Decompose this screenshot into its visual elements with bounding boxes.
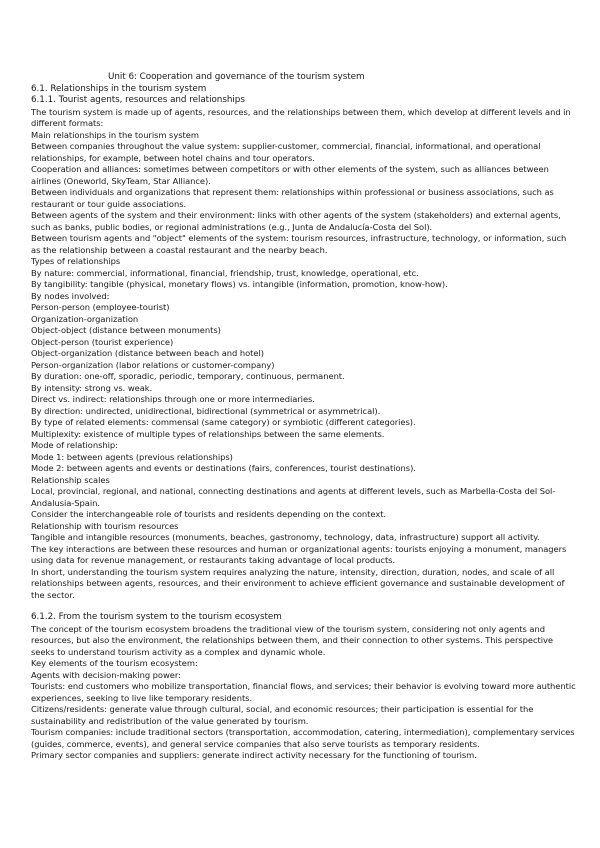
paragraph-interchangeable: Consider the interchangeable role of tourists and residents depending on the context. bbox=[31, 509, 387, 519]
paragraph-scales-heading: Relationship scales bbox=[31, 474, 110, 485]
paragraph-residents: Citizens/residents: generate value through cultural, social, and economic resources; their participation is essential for the sustainability and redistribution of the value generated by tourism. bbox=[31, 704, 534, 726]
paragraph-heading-main-relationships: Main relationships in the tourism system bbox=[31, 129, 199, 140]
paragraph-org-org: Organization-organization bbox=[31, 313, 139, 324]
paragraph-companies: Between companies throughout the value system: supplier-customer, commercial, financial, informational, and operational relationships, for example, between hotel chains and tour operators. bbox=[31, 141, 541, 163]
paragraph-key-elements: Key elements of the tourism ecosystem: bbox=[31, 658, 198, 668]
paragraph-by-direction: By direction: undirected, unidirectional, bidirectional (symmetrical or asymmetrical). bbox=[31, 405, 381, 416]
paragraph-resources: Tangible and intangible resources (monuments, beaches, gastronomy, technology, data, infrastructure) support all activity. bbox=[31, 532, 540, 542]
paragraph-by-tangibility: By tangibility: tangible (physical, monetary flows) vs. intangible (information, promotion, know-how). bbox=[31, 279, 448, 289]
paragraph-mode-1: Mode 1: between agents (previous relationships) bbox=[31, 451, 233, 462]
paragraph-intro: The tourism system is made up of agents, resources, and the relationships between them, which develop at different levels and in different formats: bbox=[31, 106, 571, 128]
paragraph-primary-sector: Primary sector companies and suppliers: generate indirect activity necessary for the functioning of tourism. bbox=[31, 750, 477, 760]
paragraph-object-person: Object-person (tourist experience) bbox=[31, 336, 174, 347]
paragraph-heading-types: Types of relationships bbox=[31, 256, 121, 266]
paragraph-person-org: Person-organization (labor relations or customer-company) bbox=[31, 359, 275, 370]
paragraph-object-org: Object-organization (distance between beach and hotel) bbox=[31, 348, 264, 358]
paragraph-person-person: Person-person (employee-tourist) bbox=[31, 302, 170, 312]
document-page bbox=[31, 72, 576, 762]
paragraph-scales: Local, provincial, regional, and national, connecting destinations and agents at different levels, such as Marbella-Costa del Sol-Andalusia-Spain. bbox=[31, 486, 556, 508]
paragraph-tourism-companies: Tourism companies: include traditional sectors (transportation, accommodation, catering, intermediation), complementary services (guides, commerce, events), and general service companies that also serve tourists as temporary residents. bbox=[31, 727, 575, 749]
paragraph-by-duration: By duration: one-off, sporadic, periodic, temporary, continuous, permanent. bbox=[31, 371, 345, 381]
paragraph-multiplexity: Multiplexity: existence of multiple types of relationships between the same elements. bbox=[31, 428, 385, 439]
paragraph-cooperation: Cooperation and alliances: sometimes between competitors or with other elements of the system, such as alliances between airlines (Oneworld, SkyTeam, Star Alliance). bbox=[31, 164, 549, 186]
paragraph-direct-indirect: Direct vs. indirect: relationships through one or more intermediaries. bbox=[31, 394, 315, 404]
paragraph-mode-2: Mode 2: between agents and events or destinations (fairs, conferences, tourist destinations). bbox=[31, 463, 416, 473]
paragraph-individuals: Between individuals and organizations that represent them: relationships within professional or business associations, such as restaurant or tour guide associations. bbox=[31, 187, 554, 209]
paragraph-object-elements: Between tourism agents and "object" elements of the system: tourism resources, infrastructure, technology, or information, such as the relationship between a coastal restaurant and the nearby beach. bbox=[31, 233, 567, 255]
paragraph-ecosystem-concept: The concept of the tourism ecosystem broadens the traditional view of the tourism system, considering not only agents and resources, but also the environment, the relationships between them, and their connection to other systems. This perspective seeks to understand tourism activity as a complex and dynamic whole. bbox=[31, 623, 553, 657]
paragraph-by-nature: By nature: commercial, informational, financial, friendship, trust, knowledge, operational, etc. bbox=[31, 267, 419, 278]
document-title: Unit 6: Cooperation and governance of the tourism system bbox=[108, 72, 365, 82]
paragraph-mode-heading: Mode of relationship: bbox=[31, 440, 118, 450]
paragraph-tourists: Tourists: end customers who mobilize transportation, financial flows, and services; their behavior is evolving toward more authentic experiences, seeking to live like temporary residents. bbox=[31, 681, 576, 703]
paragraph-resources-heading: Relationship with tourism resources bbox=[31, 520, 179, 531]
paragraph-summary: In short, understanding the tourism system requires analyzing the nature, intensity, direction, duration, nodes, and scale of all relationships between agents, resources, and their environment to achieve efficient governance and sustainable development of the sector. bbox=[31, 566, 565, 600]
section-heading: 6.1. Relationships in the tourism system bbox=[31, 83, 207, 94]
paragraph-by-intensity: By intensity: strong vs. weak. bbox=[31, 382, 153, 393]
paragraph-by-type: By type of related elements: commensal (same category) or symbiotic (different categories). bbox=[31, 417, 416, 427]
paragraph-key-interactions: The key interactions are between these resources and human or organizational agents: tourists enjoying a monument, managers using data for revenue management, or restaurants taking advantage of local products. bbox=[31, 543, 567, 565]
subsection-heading-ecosystem: 6.1.2. From the tourism system to the tourism ecosystem bbox=[31, 612, 282, 622]
paragraph-object-object: Object-object (distance between monuments) bbox=[31, 325, 221, 335]
paragraph-environment: Between agents of the system and their environment: links with other agents of the system (stakeholders) and external agents, such as banks, public bodies, or regional administrations (e.g., Junta de Andalucía-Costa del Sol). bbox=[31, 210, 561, 232]
section-spacer bbox=[31, 601, 576, 612]
subsection-heading: 6.1.1. Tourist agents, resources and relationships bbox=[31, 95, 245, 105]
paragraph-by-nodes: By nodes involved: bbox=[31, 290, 110, 301]
paragraph-agents-decision: Agents with decision-making power: bbox=[31, 669, 181, 680]
